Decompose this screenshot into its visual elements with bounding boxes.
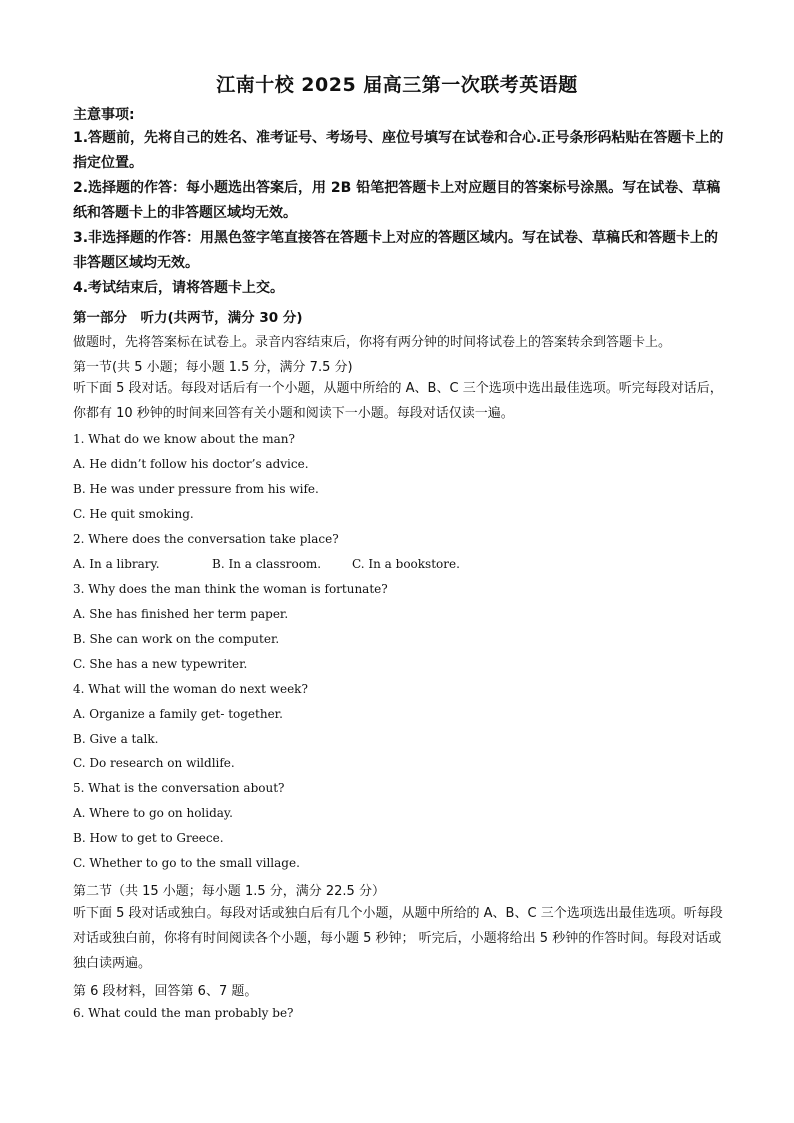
option: B. He was under pressure from his wife. <box>73 482 319 496</box>
option: A. In a library. <box>73 557 160 571</box>
option: B. How to get to Greece. <box>73 831 224 845</box>
option: A. She has finished her term paper. <box>73 607 289 621</box>
section2-heading: 第二节（共 15 小题；每小题 1.5 分，满分 22.5 分） <box>73 884 385 899</box>
option: A. Where to go on holiday. <box>73 806 233 820</box>
part1-heading: 第一部分 听力(共两节，满分 30 分) <box>73 310 303 326</box>
section1-heading: 第一节(共 5 小题；每小题 1.5 分，满分 7.5 分) <box>73 360 353 375</box>
note-item: 1.答题前，先将自己的姓名、准考证号、考场号、座位号填写在试卷和合心.正号条形码粘贴在答题卡上的指定位置。 <box>73 130 724 171</box>
question-5: 5. What is the conversation about? <box>73 781 285 795</box>
section2-instructions: 听下面 5 段对话或独白。每段对话或独白后有几个小题，从题中所给的 A、B、C 三个选项选出最佳选项。听每段对话或独白前，你将有时间阅读各个小题，每小题 5 秒钟； 听完后，小题将给出 5 秒钟的作答时间。每段对话或独白读两遍。 <box>73 906 723 971</box>
option: C. Whether to go to the small village. <box>73 856 300 870</box>
note-item: 4.考试结束后，请将答题卡上交。 <box>73 280 285 296</box>
option: C. In a bookstore. <box>352 557 460 571</box>
option: A. Organize a family get- together. <box>73 707 283 721</box>
exam-title: 江南十校 2025 届高三第一次联考英语题 <box>216 74 578 96</box>
option: C. He quit smoking. <box>73 507 194 521</box>
option: C. She has a new typewriter. <box>73 657 248 671</box>
option: B. She can work on the computer. <box>73 632 280 646</box>
question-4: 4. What will the woman do next week? <box>73 682 308 696</box>
question-1: 1. What do we know about the man? <box>73 432 295 446</box>
note-item: 3.非选择题的作答：用黑色签字笔直接答在答题卡上对应的答题区域内。写在试卷、草稿氏和答题卡上的非答题区域均无效。 <box>73 230 719 271</box>
material-6: 第 6 段材料，回答第 6、7 题。 <box>73 984 258 999</box>
question-3: 3. Why does the man think the woman is fortunate? <box>73 582 388 596</box>
option: C. Do research on wildlife. <box>73 756 235 770</box>
notes-heading: 主意事项: <box>73 107 135 123</box>
option: B. In a classroom. <box>212 557 322 571</box>
part1-intro: 做题时，先将答案标在试卷上。录音内容结束后，你将有两分钟的时间将试卷上的答案转余到答题卡上。 <box>73 335 672 350</box>
question-6: 6. What could the man probably be? <box>73 1006 294 1020</box>
question-2: 2. Where does the conversation take place? <box>73 532 339 546</box>
section1-instructions: 听下面 5 段对话。每段对话后有一个小题，从题中所给的 A、B、C 三个选项中选出最佳选项。听完每段对话后，你都有 10 秒钟的时间来回答有关小题和阅读下一小题。每段对话仅读一遍。 <box>73 381 723 421</box>
option: B. Give a talk. <box>73 732 159 746</box>
note-item: 2.选择题的作答：每小题选出答案后，用 2B 铅笔把答题卡上对应题目的答案标号涂黑。写在试卷、草稿纸和答题卡上的非答题区域均无效。 <box>73 180 721 221</box>
option: A. He didn’t follow his doctor’s advice. <box>73 457 309 471</box>
